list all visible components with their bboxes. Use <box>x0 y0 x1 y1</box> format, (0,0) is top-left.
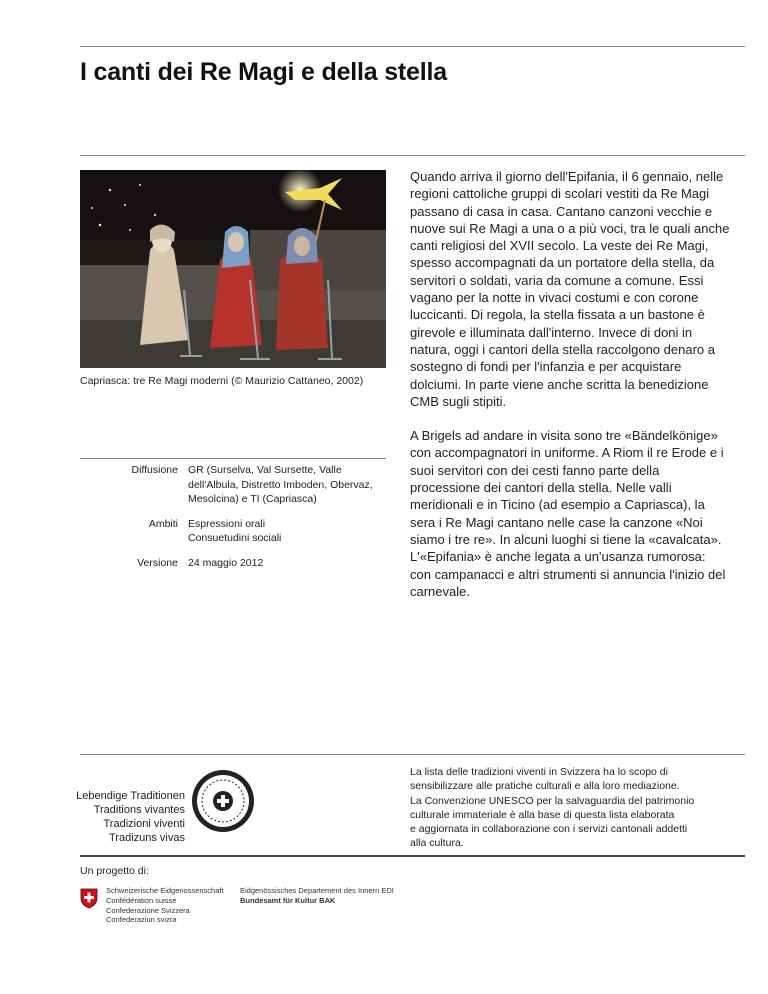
confed-line: Schweizerische Eidgenossenschaft <box>106 886 224 895</box>
logo-line-fr: Traditions vivantes <box>93 804 185 816</box>
footer-line: sensibilizzare alle pratiche culturali e alla loro mediazione. <box>410 780 680 793</box>
photo-caption: Capriasca: tre Re Magi moderni (© Maurizio Cattaneo, 2002) <box>80 375 364 387</box>
three-kings-photo <box>80 170 386 368</box>
confed-line: Confederazione Svizzera <box>106 905 190 915</box>
department-name <box>240 886 394 906</box>
meta-diffusione <box>80 463 386 507</box>
meta-diffusione-label: Diffusione <box>131 464 178 476</box>
meta-ambiti-line: Consuetudini sociali <box>188 532 282 544</box>
logo-line-rm: Tradizuns vivas <box>108 832 185 844</box>
meta-ambiti <box>80 517 386 546</box>
logo-line-it: Tradizioni viventi <box>103 818 185 830</box>
footer-description <box>410 765 730 851</box>
confed-line: Confédération suisse <box>106 895 177 905</box>
meta-ambiti-label: Ambiti <box>148 517 178 530</box>
meta-ambiti-value <box>188 517 386 546</box>
swiss-shield-icon <box>80 888 98 909</box>
footer-line: La lista delle tradizioni viventi in Svizzera ha lo scopo di <box>410 766 668 778</box>
article-body <box>410 168 730 617</box>
meta-versione-label: Versione <box>137 556 178 569</box>
meta-versione-value: 24 maggio 2012 <box>188 556 264 569</box>
confed-line: Confederaziun svizra <box>106 915 177 925</box>
project-label: Un progetto di: <box>80 865 149 877</box>
paragraph-2: A Brigels ad andare in visita sono tre «Bändelkönige» con accompagnatori in uniforme. A Riom il re Erode e i suoi servitori con dei cesti fanno parte della processione dei cantori della stella. Nelle valli meridionali e in Ticino (ad esempio a Capriasca), la sera i Re Magi cantano nelle case la canzone «Noi siamo i tre re». In alcuni luoghi si tiene la «cavalcata». L'«Epifania» è anche legata a un'usanza rumorosa: con campanacci e altri strumenti si annuncia l'inizio del carnevale. <box>410 428 726 599</box>
confederation-name <box>106 886 224 925</box>
footer-line: culturale immateriale è alla base di questa lista elaborata <box>410 808 675 821</box>
office-line <box>240 896 394 906</box>
page-title: I canti dei Re Magi e della stella <box>80 58 447 86</box>
traditions-emblem-icon <box>190 768 256 834</box>
living-traditions-logo <box>76 770 260 844</box>
footer-line: alla cultura. <box>410 837 464 850</box>
meta-diffusione-line: GR (Surselva, Val Sursette, Valle <box>188 464 342 476</box>
office-name: Bundesamt für Kultur BAK <box>240 895 336 905</box>
meta-rule <box>80 458 386 459</box>
top-rule <box>80 46 745 47</box>
meta-diffusione-line: dell'Albula, Distretto Imboden, Obervaz, <box>188 478 373 491</box>
footer-line: La Convenzione UNESCO per la salvaguardia del patrimonio <box>410 794 695 807</box>
footer-rule <box>80 754 745 755</box>
meta-versione <box>80 556 386 571</box>
meta-diffusione-line: Mesolcina) e TI (Capriasca) <box>188 493 317 505</box>
metadata-block <box>80 463 386 580</box>
logo-line-de: Lebendige Traditionen <box>76 790 185 802</box>
bottom-rule <box>80 855 745 857</box>
photo-illustration <box>80 170 386 368</box>
meta-ambiti-line: Espressioni orali <box>188 517 266 530</box>
footer-line: e aggiornata in collaborazione con i servizi cantonali addetti <box>410 823 688 836</box>
section-rule <box>80 155 745 156</box>
meta-diffusione-value <box>188 463 386 507</box>
paragraph-1: Quando arriva il giorno dell'Epifania, il 6 gennaio, nelle regioni cattoliche gruppi di scolari vestiti da Re Magi passano di casa in casa. Cantano canzoni vecchie e nuove sui Re Magi a una o a più voci, tra le quali anche canti religiosi del XVII secolo. La veste dei Re Magi, spesso accompagnati da un portatore della stella, da servitori o soldati, varia da comune a comune. Essi vagano per la notte in vivaci costumi e con corone luccicanti. Di regola, la stella fissata a un bastone è girevole e illuminata dall'interno. Invece di doni in natura, oggi i cantori della stella raccolgono denaro a sostegno di fondi per l'infanzia e per acquistare dolciumi. In parte viene anche scritta la benedizione CMB sugli stipiti. <box>410 169 730 409</box>
dept-line: Eidgenössisches Departement des Innern EDI <box>240 886 394 895</box>
